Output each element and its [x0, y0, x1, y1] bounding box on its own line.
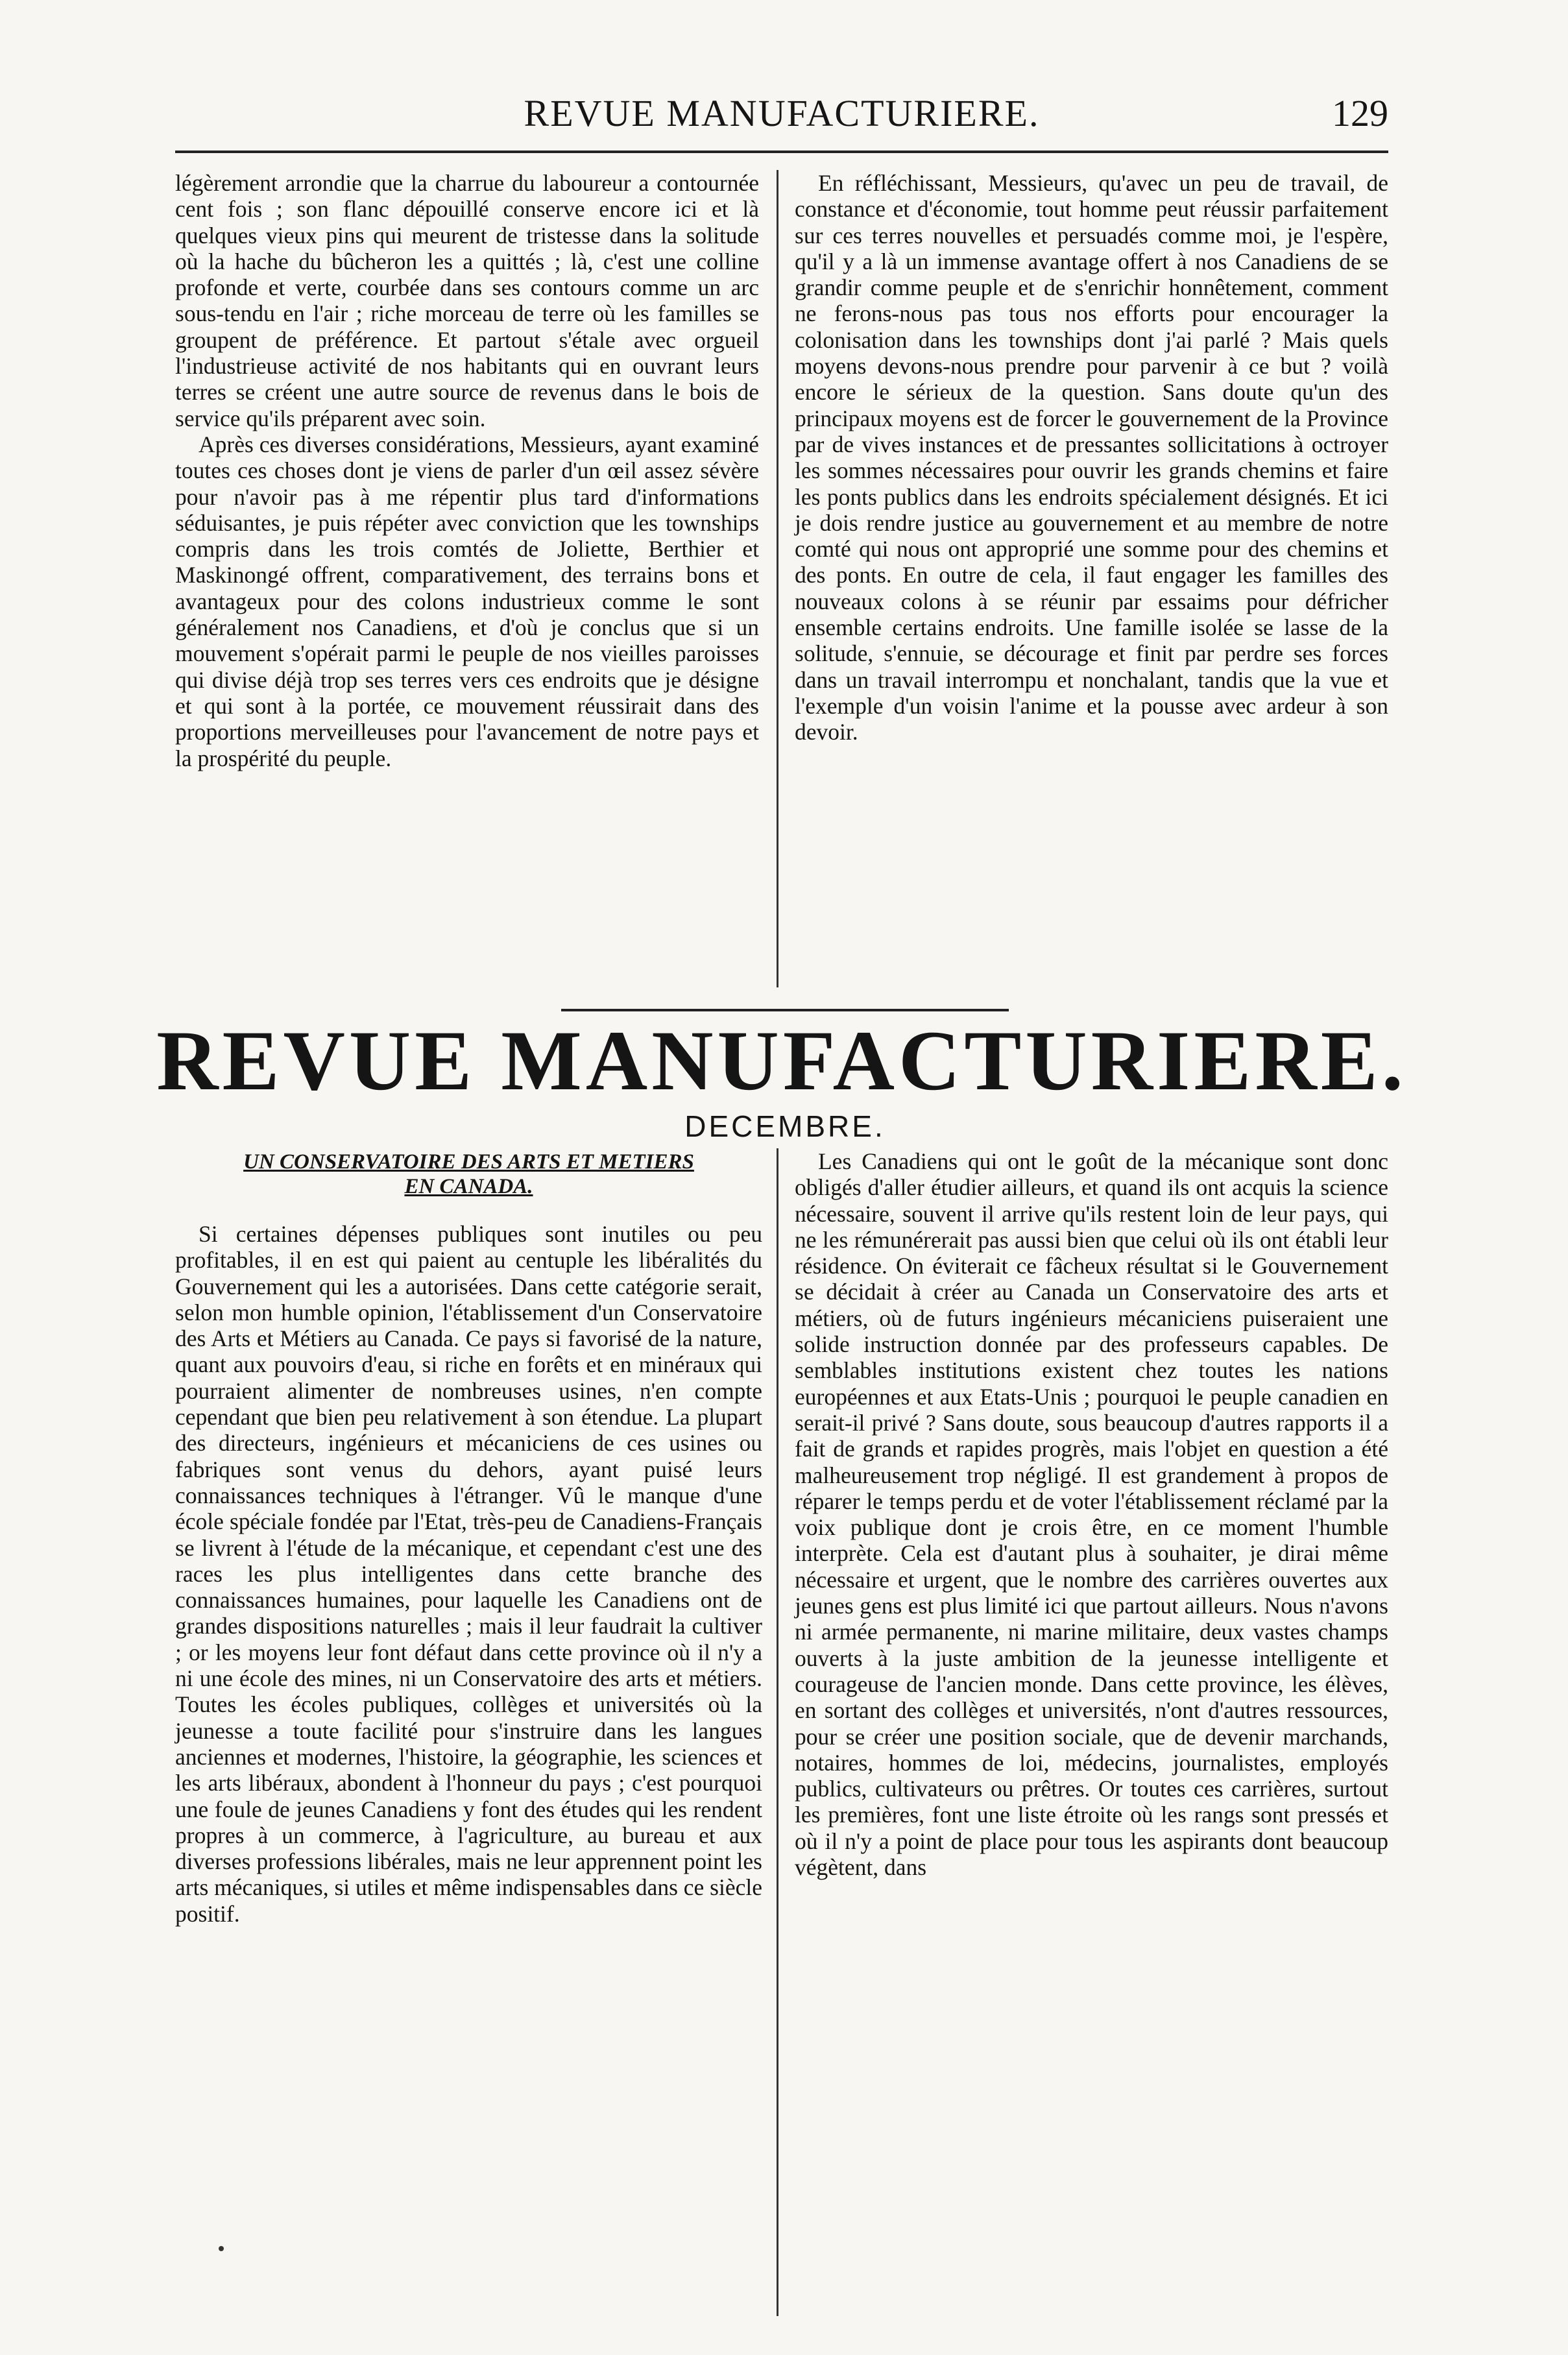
- column-top-right: [795, 170, 1388, 984]
- running-header: [175, 91, 1388, 136]
- column-divider: [777, 170, 778, 987]
- column-bottom-left: [175, 1221, 762, 2317]
- ink-speck: [219, 2246, 224, 2251]
- masthead-month: DECEMBRE.: [684, 1109, 886, 1143]
- paragraph: En réfléchissant, Messieurs, qu'avec un peu de travail, de constance et d'économie, tout homme peut réussir parfaitement sur ces terres nouvelles et persuadés comme moi, je l'espère, qu'il y a là un immense avantage offert à nos Canadiens de se grandir comme peuple et de s'enrichir honnêtement, comment ne ferons-nous pas tous nos efforts pour encourager la colonisation dans les townships dont j'ai parlé ? Mais quels moyens devons-nous prendre pour parvenir à ce but ? voilà encore le sérieux de la question. Sans doute qu'un des principaux moyens est de forcer le gouvernement de la Province par de vives instances et de pressantes sollicitations à octroyer les sommes nécessaires pour ouvrir les grands chemins et faire les ponts publics dans les endroits spécialement désignés. Et ici je dois rendre justice au gouvernement et au membre de notre comté qui nous ont approprié une somme pour des chemins et des ponts. En outre de cela, il faut engager les familles des nouveaux colons à se réunir par essaims pour défricher ensemble certains endroits. Une famille isolée se lasse de la solitude, s'ennuie, se décourage et finit par perdre ses forces dans un travail interrompu et nonchalant, tandis que la vue et l'exemple d'un voisin l'anime et la pousse avec ardeur à son devoir.: [795, 170, 1388, 745]
- column-divider: [777, 1148, 778, 2316]
- article-title: [175, 1150, 762, 1199]
- paragraph: légèrement arrondie que la charrue du laboureur a contournée cent fois ; son flanc dépouillé conserve encore ici et là quelques vieux pins qui meurent de tristesse dans la solitude où la hache du bûcheron les a quittés ; là, c'est une colline profonde et verte, courbée dans ses contours comme un arc sous-tendu en l'air ; riche morceau de terre où les familles se groupent de préférence. Et partout s'étale avec orgueil l'industrieuse activité de nos habitants qui en ouvrant leurs terres se créent une autre source de revenus dans le bois de service qu'ils préparent avec soin.: [175, 170, 759, 431]
- masthead-title: REVUE MANUFACTURIERE.: [156, 1013, 1407, 1108]
- article-title-line: UN CONSERVATOIRE DES ARTS ET METIERS: [243, 1150, 694, 1174]
- column-top-left: [175, 170, 759, 984]
- running-title: REVUE MANUFACTURIERE.: [524, 92, 1040, 134]
- header-rule: [175, 151, 1388, 153]
- paragraph: Les Canadiens qui ont le goût de la mécanique sont donc obligés d'aller étudier ailleurs, et quand ils ont acquis la science nécessaire, souvent il arrive qu'ils restent loin de leur pays, qui ne les rémunérerait pas aussi bien que celui où ils ont établi leur résidence. On éviterait ce fâcheux résultat si le Gouvernement se décidait à créer au Canada un Conservatoire des arts et métiers, où de futurs ingénieurs mécaniciens puiseraient une solide instruction donnée par des professeurs capables. De semblables institutions existent chez toutes les nations européennes et aux Etats-Unis ; pourquoi le peuple canadien en serait-il privé ? Sans doute, sous beaucoup d'autres rapports il a fait de grands et rapides progrès, mais l'objet en question a été malheureusement trop négligé. Il est grandement à propos de réparer le temps perdu et de voter l'établissement réclamé par la voix publique dont je crois être, en ce moment l'humble interprète. Cela est d'autant plus à souhaiter, je dirai même nécessaire et urgent, que le nombre des carrières ouvertes aux jeunes gens est plus limité ici que partout ailleurs. Nous n'avons ni armée permanente, ni marine militaire, deux vastes champs ouverts à la juste ambition de la jeunesse intelligente et courageuse de l'ancien monde. Dans cette province, les élèves, en sortant des collèges et universités, n'ont d'autres ressources, pour se créer une position sociale, que de devenir marchands, notaires, hommes de loi, médecins, journalistes, employés publics, cultivateurs ou prêtres. Or toutes ces carrières, surtout les premières, font une liste étroite où les rangs sont pressés et où il n'y a point de place pour tous les aspirants dont beaucoup végètent, dans: [795, 1148, 1388, 1881]
- paragraph: Si certaines dépenses publiques sont inutiles ou peu profitables, il en est qui paient au centuple les libéralités du Gouvernement qui les a autorisées. Dans cette catégorie serait, selon mon humble opinion, l'établissement d'un Conservatoire des Arts et Métiers au Canada. Ce pays si favorisé de la nature, quant aux pouvoirs d'eau, si riche en forêts et en minéraux qui pourraient alimenter de nombreuses usines, n'en compte cependant que bien peu relativement à son étendue. La plupart des directeurs, ingénieurs et mécaniciens de ces usines ou fabriques sont venus du dehors, ayant puisé leurs connaissances techniques à l'étranger. Vû le manque d'une école spéciale fondée par l'Etat, très-peu de Canadiens-Français se livrent à l'étude de la mécanique, et cependant c'est une des races les plus intelligentes dans cette branche des connaissances humaines, pour laquelle les Canadiens ont de grandes dispositions naturelles ; mais il leur faudrait la cultiver ; or les moyens leur font défaut dans cette province où il n'y a ni une école des mines, ni un Conservatoire des arts et métiers. Toutes les écoles publiques, collèges et universités où la jeunesse a toute facilité pour s'instruire dans les langues anciennes et modernes, l'histoire, la géographie, les sciences et les arts libéraux, abondent à l'honneur du pays ; c'est pourquoi une foule de jeunes Canadiens y font des études qui les rendent propres à un commerce, à l'agriculture, au bureau et aux diverses professions libérales, mais ne leur apprennent point les arts mécaniques, si utiles et même indispensables dans ce siècle positif.: [175, 1221, 762, 1927]
- page-number: 129: [1332, 92, 1388, 134]
- masthead-rule: [561, 1009, 1009, 1011]
- column-bottom-right: [795, 1148, 1388, 2319]
- article-title-line: EN CANADA.: [404, 1175, 533, 1198]
- paragraph: Après ces diverses considérations, Messieurs, ayant examiné toutes ces choses dont je viens de parler d'un œil assez sévère pour n'avoir pas à me répentir plus tard d'informations séduisantes, je puis répéter avec conviction que les townships compris dans les trois comtés de Joliette, Berthier et Maskinongé offrent, comparativement, des terrains bons et avantageux pour des colons industrieux comme le sont généralement nos Canadiens, et d'où je conclus que si un mouvement s'opérait parmi le peuple de nos vieilles paroisses qui divise déjà trop ses terres vers ces endroits que je désigne et qui sont à la portée, ce mouvement réussirait dans des proportions merveilleuses pour l'avancement de notre pays et la prospérité du peuple.: [175, 431, 759, 771]
